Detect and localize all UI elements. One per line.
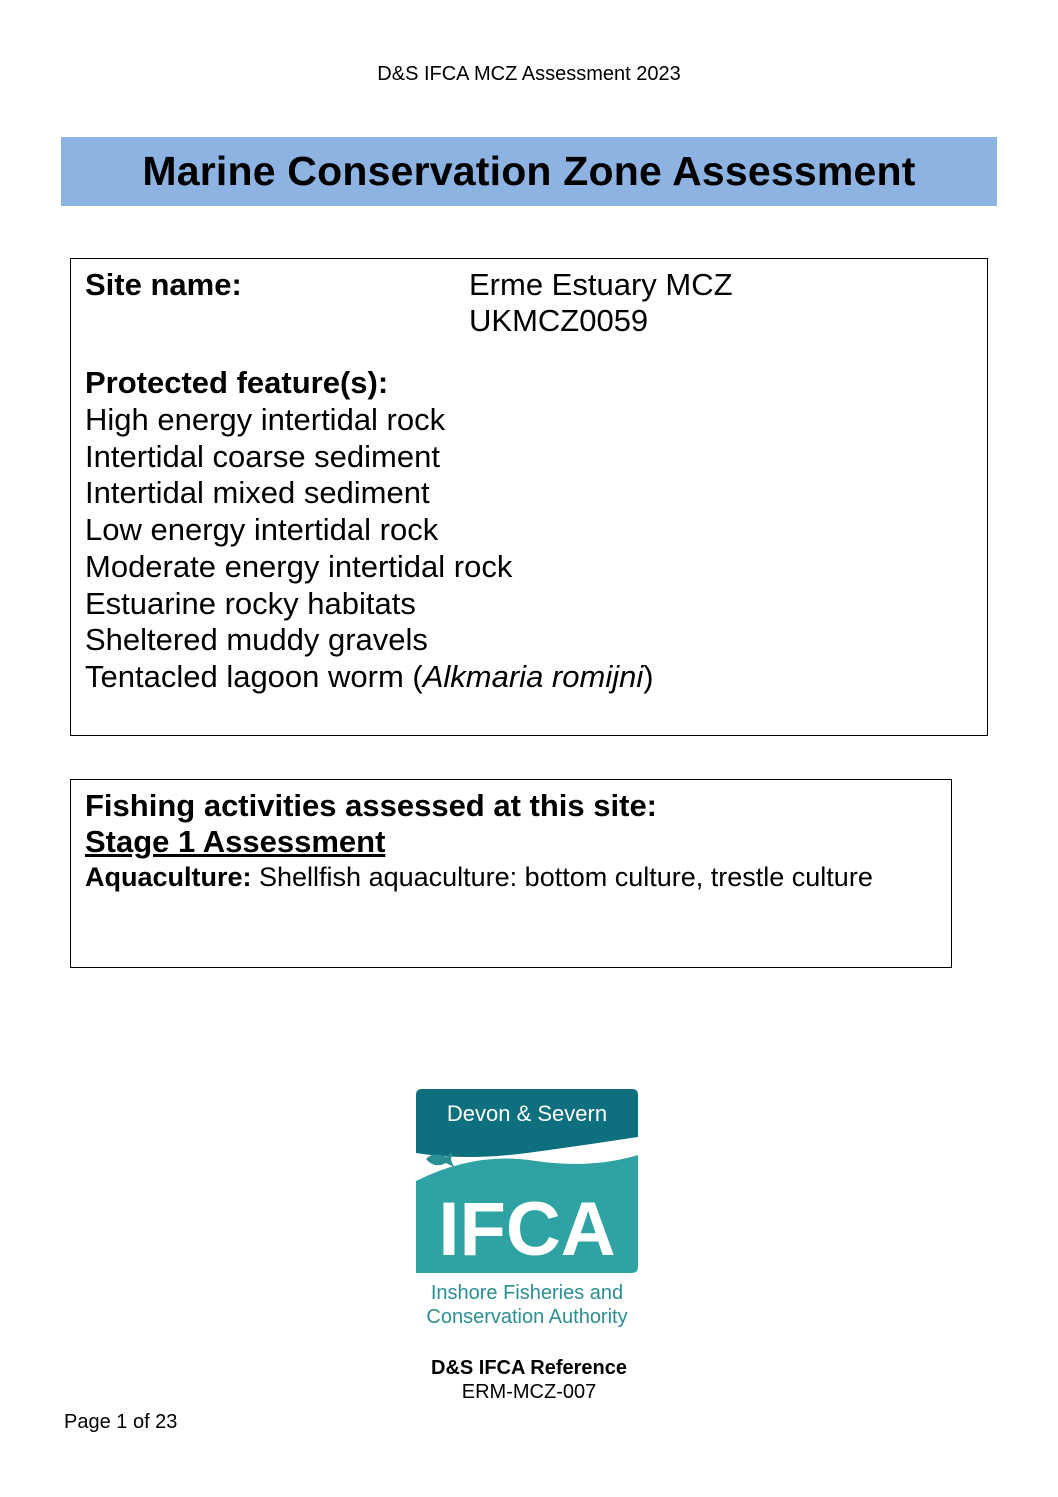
aquaculture-value: Shellfish aquaculture: bottom culture, trestle culture bbox=[251, 862, 873, 892]
protected-features-list bbox=[85, 402, 654, 696]
stage-heading: Stage 1 Assessment bbox=[85, 824, 386, 859]
site-name-value bbox=[469, 267, 733, 339]
site-name-label: Site name: bbox=[85, 267, 242, 302]
aquaculture-line bbox=[85, 862, 873, 893]
reference-title: D&S IFCA Reference bbox=[431, 1357, 627, 1379]
fishing-activities-box bbox=[70, 779, 952, 968]
species-close-paren: ) bbox=[643, 658, 654, 694]
feature-item: Moderate energy intertidal rock bbox=[85, 548, 513, 584]
aquaculture-label: Aquaculture: bbox=[85, 862, 252, 892]
document-title: Marine Conservation Zone Assessment bbox=[142, 148, 916, 194]
feature-item: Low energy intertidal rock bbox=[85, 512, 439, 548]
logo-line2: Inshore Fisheries and bbox=[430, 1282, 624, 1304]
feature-item: Intertidal coarse sediment bbox=[85, 438, 440, 474]
species-common-name: Tentacled lagoon worm ( bbox=[85, 658, 423, 694]
logo-acronym: IFCA bbox=[438, 1187, 616, 1272]
feature-item-species bbox=[85, 659, 654, 696]
reference-block bbox=[0, 1356, 1058, 1404]
protected-features-heading: Protected feature(s): bbox=[85, 365, 389, 400]
feature-item: Intertidal mixed sediment bbox=[85, 475, 430, 511]
reference-code: ERM-MCZ-007 bbox=[461, 1381, 597, 1403]
species-latin-name: Alkmaria romijni bbox=[422, 658, 644, 694]
site-code: UKMCZ0059 bbox=[469, 303, 649, 338]
running-header: D&S IFCA MCZ Assessment 2023 bbox=[377, 63, 681, 85]
site-name: Erme Estuary MCZ bbox=[469, 267, 733, 302]
fishing-activities-heading: Fishing activities assessed at this site: bbox=[85, 788, 658, 823]
site-info-box bbox=[70, 258, 988, 736]
feature-item: High energy intertidal rock bbox=[85, 402, 446, 437]
page-number: Page 1 of 23 bbox=[64, 1411, 178, 1433]
feature-item: Sheltered muddy gravels bbox=[85, 622, 428, 658]
ifca-logo bbox=[416, 1089, 638, 1330]
title-band bbox=[61, 137, 997, 206]
feature-item: Estuarine rocky habitats bbox=[85, 585, 416, 621]
logo-line3: Conservation Authority bbox=[426, 1306, 628, 1328]
logo-line1: Devon & Severn bbox=[446, 1101, 608, 1126]
